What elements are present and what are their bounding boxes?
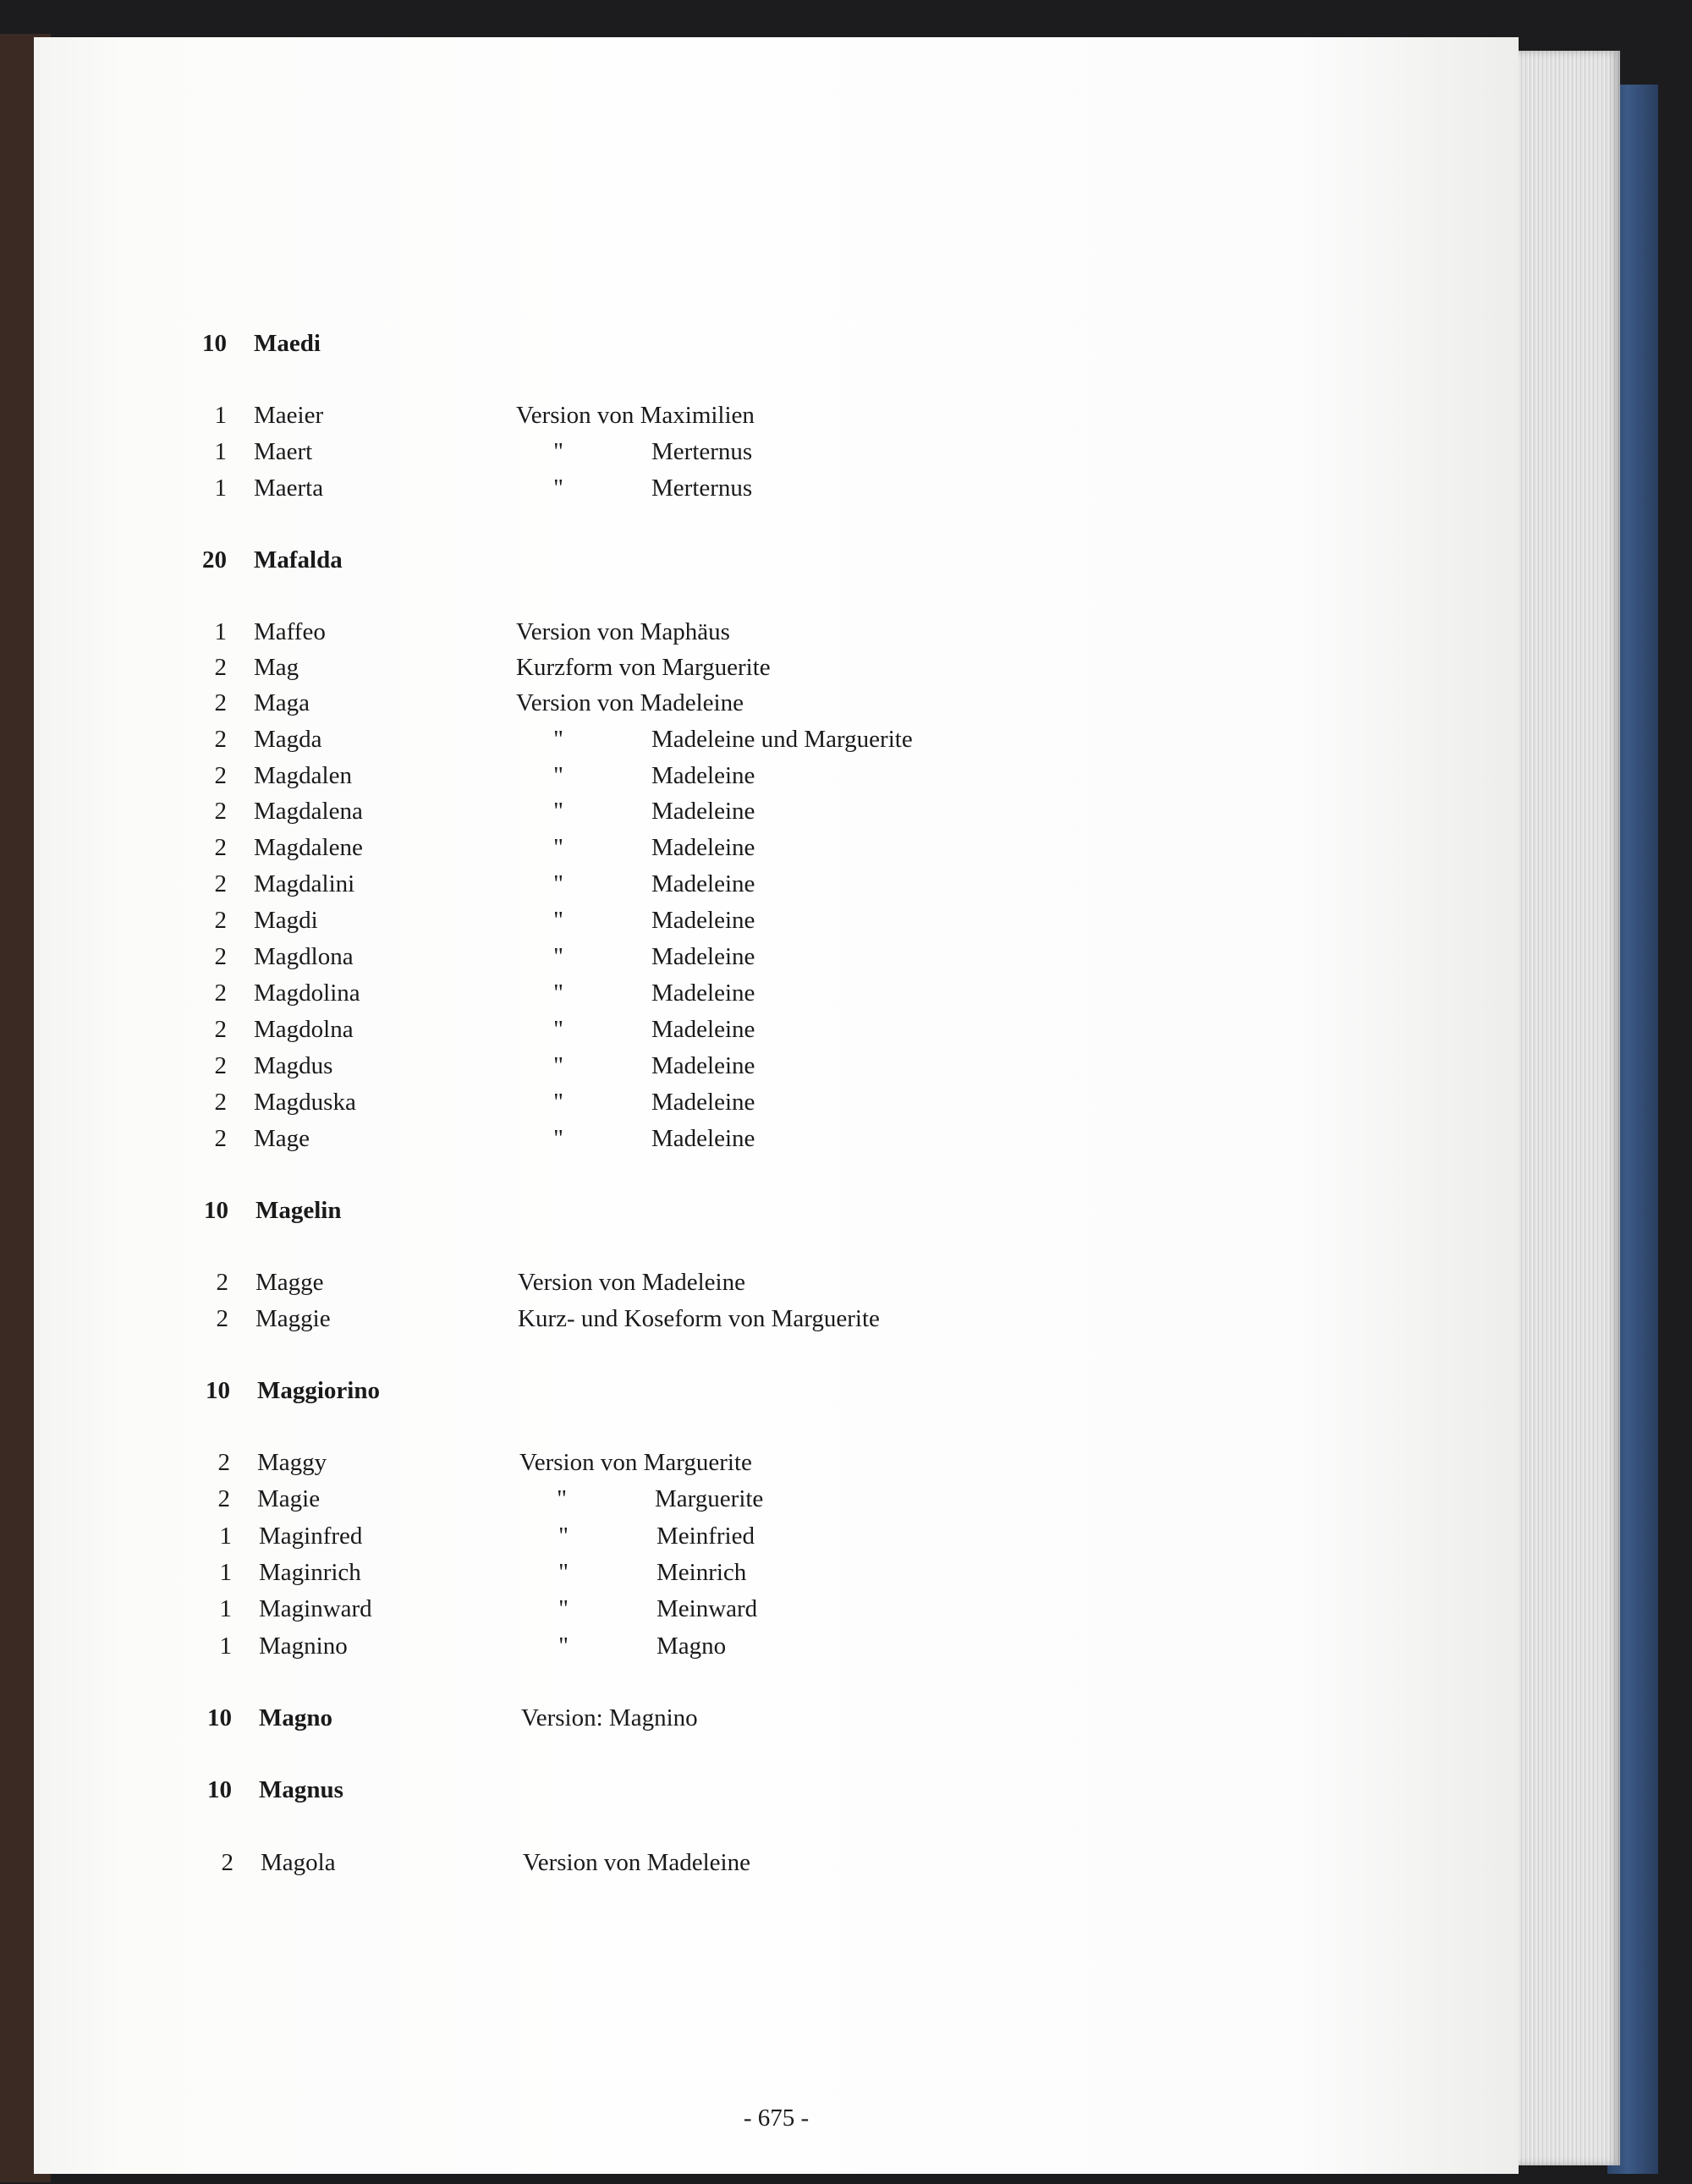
entry-name: Mage	[254, 1125, 310, 1152]
entry-count: 1	[219, 1559, 232, 1586]
page-edges	[1514, 51, 1620, 2165]
ditto-mark: "	[557, 1485, 567, 1512]
entry-row	[178, 902, 1024, 939]
ditto-mark: "	[553, 870, 563, 897]
entry-row	[178, 469, 1024, 507]
entry-description: Version von Madeleine	[516, 689, 744, 716]
ditto-mark: "	[553, 834, 563, 861]
entry-name: Magnus	[259, 1776, 343, 1803]
entry-count: 2	[214, 1125, 227, 1152]
entry-count: 1	[219, 1523, 232, 1550]
entry-reference: Madeleine	[651, 1089, 755, 1116]
entry-reference: Madeleine	[651, 943, 755, 970]
entry-row	[178, 865, 1024, 903]
entry-row	[178, 684, 1024, 722]
entry-count: 2	[221, 1849, 233, 1876]
ditto-mark: "	[553, 438, 563, 465]
entry-description: Version von Maphäus	[516, 618, 730, 645]
entry-name: Maffeo	[254, 618, 326, 645]
entry-row	[178, 397, 1024, 434]
entry-row	[178, 1011, 1024, 1048]
entry-count: 2	[214, 798, 227, 825]
entry-count: 1	[219, 1595, 232, 1622]
entry-count: 1	[214, 438, 227, 465]
page-number: - 675 -	[743, 2104, 810, 2132]
entry-description: Kurzform von Marguerite	[516, 654, 771, 681]
entry-reference: Madeleine	[651, 980, 755, 1007]
entry-count: 1	[214, 475, 227, 502]
entry-count: 20	[202, 546, 227, 573]
ditto-mark: "	[558, 1595, 569, 1622]
entry-count: 2	[214, 1016, 227, 1043]
ditto-mark: "	[553, 1052, 563, 1079]
entry-count: 2	[214, 689, 227, 716]
entry-reference: Madeleine	[651, 1125, 755, 1152]
ditto-mark: "	[558, 1633, 569, 1660]
ditto-mark: "	[553, 1016, 563, 1043]
entry-name: Maedi	[254, 330, 321, 357]
ditto-mark: "	[553, 475, 563, 502]
entry-count: 2	[214, 943, 227, 970]
entry-count: 10	[206, 1377, 230, 1404]
entry-name: Magduska	[254, 1089, 356, 1116]
entry-name: Maggiorino	[257, 1377, 380, 1404]
entry-row	[178, 433, 1024, 470]
name-list	[34, 37, 1134, 1983]
entry-reference: Madeleine	[651, 762, 755, 789]
entry-row	[178, 829, 1024, 866]
entry-name: Magda	[254, 726, 322, 753]
entry-row	[178, 1120, 1024, 1157]
entry-description: Version von Marguerite	[519, 1449, 752, 1476]
entry-reference: Madeleine	[651, 1016, 755, 1043]
entry-heading	[183, 1771, 1029, 1808]
entry-name: Magdus	[254, 1052, 333, 1079]
ditto-mark: "	[553, 943, 563, 970]
entry-description: Version von Maximilien	[516, 402, 755, 429]
ditto-mark: "	[553, 1125, 563, 1152]
entry-reference: Marguerite	[655, 1485, 764, 1512]
ditto-mark: "	[553, 907, 563, 934]
entry-reference: Madeleine	[651, 834, 755, 861]
entry-row	[183, 1627, 1029, 1665]
entry-count: 1	[214, 618, 227, 645]
entry-description: Kurz- und Koseform von Marguerite	[518, 1305, 880, 1332]
entry-count: 1	[214, 402, 227, 429]
entry-heading	[181, 1372, 1027, 1409]
entry-name: Magdi	[254, 907, 318, 934]
entry-reference: Merternus	[651, 475, 753, 502]
entry-row	[178, 938, 1024, 975]
entry-row	[178, 793, 1024, 830]
entry-name: Magola	[261, 1849, 336, 1876]
entry-row	[183, 1590, 1029, 1627]
entry-name: Mag	[254, 654, 299, 681]
entry-reference: Meinrich	[656, 1559, 747, 1586]
entry-count: 10	[207, 1776, 232, 1803]
entry-count: 2	[214, 980, 227, 1007]
entry-reference: Madeleine	[651, 907, 755, 934]
entry-description: Version von Madeleine	[523, 1849, 750, 1876]
entry-count: 2	[214, 762, 227, 789]
entry-count: 2	[214, 1089, 227, 1116]
entry-reference: Madeleine und Marguerite	[651, 726, 913, 753]
ditto-mark: "	[553, 726, 563, 753]
entry-count: 2	[216, 1305, 228, 1332]
entry-row	[178, 613, 1024, 650]
ditto-mark: "	[558, 1523, 569, 1550]
entry-name: Magnino	[259, 1633, 348, 1660]
entry-name: Magdalini	[254, 870, 355, 897]
entry-count: 2	[217, 1485, 230, 1512]
entry-name: Mafalda	[254, 546, 343, 573]
entry-heading	[178, 325, 1024, 362]
entry-heading	[179, 1192, 1025, 1229]
entry-count: 2	[214, 834, 227, 861]
entry-name: Magge	[255, 1269, 324, 1296]
entry-name: Maga	[254, 689, 310, 716]
entry-count: 10	[204, 1197, 228, 1224]
entry-count: 2	[214, 726, 227, 753]
entry-name: Maginrich	[259, 1559, 361, 1586]
entry-name: Maggy	[257, 1449, 327, 1476]
entry-row	[183, 1554, 1029, 1591]
entry-row	[181, 1480, 1027, 1517]
ditto-mark: "	[553, 798, 563, 825]
entry-count: 10	[202, 330, 227, 357]
entry-row	[178, 1047, 1024, 1084]
entry-name: Maginfred	[259, 1523, 363, 1550]
entry-name: Maert	[254, 438, 313, 465]
entry-count: 2	[216, 1269, 228, 1296]
entry-row	[178, 974, 1024, 1012]
entry-row	[178, 649, 1024, 686]
ditto-mark: "	[553, 980, 563, 1007]
entry-count: 2	[217, 1449, 230, 1476]
entry-count: 1	[219, 1633, 232, 1660]
ditto-mark: "	[558, 1559, 569, 1586]
entry-name: Magdolina	[254, 980, 360, 1007]
entry-row	[178, 721, 1024, 758]
entry-name: Maggie	[255, 1305, 331, 1332]
entry-name: Magdalene	[254, 834, 363, 861]
entry-reference: Merternus	[651, 438, 753, 465]
entry-description: Version von Madeleine	[518, 1269, 745, 1296]
entry-heading	[178, 541, 1024, 579]
entry-name: Maerta	[254, 475, 324, 502]
entry-row	[178, 1084, 1024, 1121]
entry-reference: Magno	[656, 1633, 727, 1660]
entry-name: Magelin	[255, 1197, 342, 1224]
entry-name: Magno	[259, 1704, 332, 1731]
entry-count: 2	[214, 654, 227, 681]
entry-name: Magdolna	[254, 1016, 354, 1043]
entry-heading	[183, 1699, 1029, 1737]
entry-reference: Madeleine	[651, 870, 755, 897]
entry-reference: Meinfried	[656, 1523, 755, 1550]
entry-reference: Madeleine	[651, 1052, 755, 1079]
entry-reference: Meinward	[656, 1595, 758, 1622]
entry-row	[181, 1444, 1027, 1481]
entry-name: Magdlona	[254, 943, 354, 970]
entry-count: 2	[214, 870, 227, 897]
entry-count: 2	[214, 1052, 227, 1079]
entry-count: 10	[207, 1704, 232, 1731]
entry-row	[178, 757, 1024, 794]
entry-row	[179, 1264, 1025, 1301]
entry-reference: Madeleine	[651, 798, 755, 825]
book-page	[34, 37, 1519, 2174]
entry-row	[183, 1517, 1029, 1555]
ditto-mark: "	[553, 762, 563, 789]
entry-row	[179, 1300, 1025, 1337]
ditto-mark: "	[553, 1089, 563, 1116]
entry-name: Maginward	[259, 1595, 372, 1622]
entry-row	[184, 1844, 1030, 1881]
entry-name: Magie	[257, 1485, 321, 1512]
entry-description: Version: Magnino	[521, 1704, 698, 1731]
entry-count: 2	[214, 907, 227, 934]
entry-name: Magdalena	[254, 798, 363, 825]
entry-name: Maeier	[254, 402, 324, 429]
entry-name: Magdalen	[254, 762, 352, 789]
